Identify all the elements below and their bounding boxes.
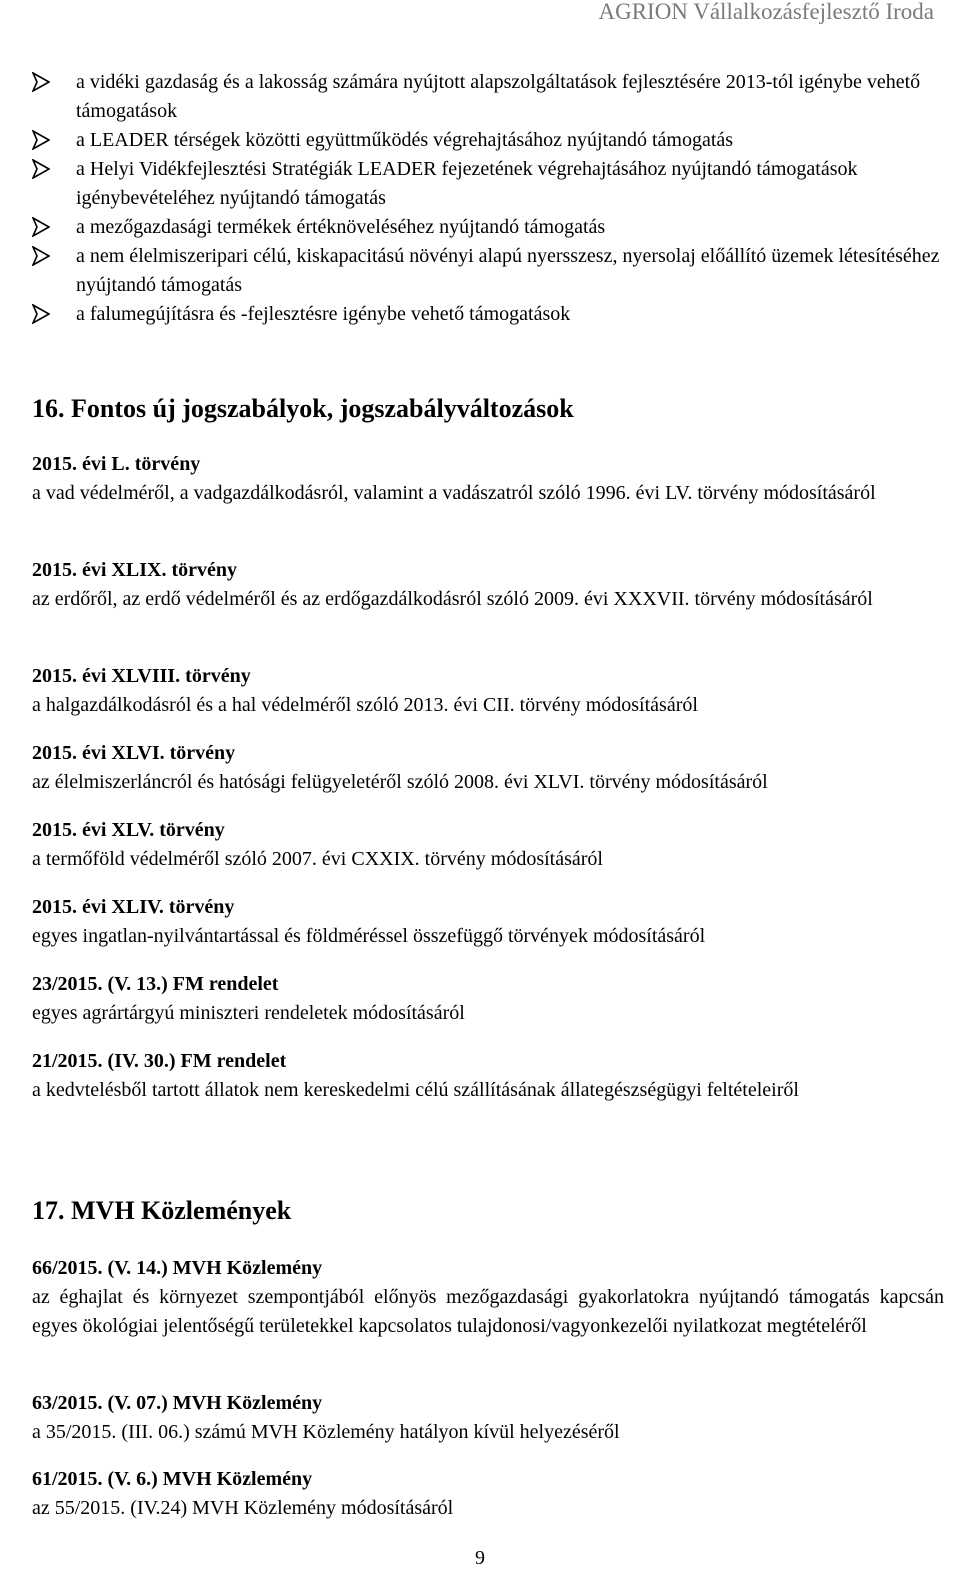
- law-entry-title: 21/2015. (IV. 30.) FM rendelet: [32, 1050, 287, 1072]
- announcement-entry-description: a 35/2015. (III. 06.) számú MVH Közlemény hatályon kívül helyezéséről: [32, 1421, 620, 1443]
- law-entry: [32, 1047, 944, 1105]
- announcement-entry-title: 63/2015. (V. 07.) MVH Közlemény: [32, 1392, 323, 1414]
- announcement-entry-description: az 55/2015. (IV.24) MVH Közlemény módosításáról: [32, 1497, 454, 1519]
- section-17-title: 17. MVH Közlemények: [32, 1196, 292, 1225]
- announcement-entry: [32, 1389, 944, 1447]
- list-item: [32, 126, 944, 155]
- law-entry-description: az élelmiszerláncról és hatósági felügyeletéről szóló 2008. évi XLVI. törvény módosításáról: [32, 771, 768, 793]
- law-entry-title: 2015. évi L. törvény: [32, 453, 201, 475]
- arrow-bullet-icon: [32, 246, 50, 266]
- page-number: 9: [475, 1547, 485, 1569]
- list-item-text: a falumegújításra és -fejlesztésre igénybe vehető támogatások: [76, 303, 571, 325]
- list-item: [32, 68, 944, 126]
- arrow-bullet-icon: [32, 72, 50, 92]
- law-entry: [32, 970, 944, 1028]
- announcement-entry-title: 66/2015. (V. 14.) MVH Közlemény: [32, 1257, 323, 1279]
- law-entry-description: a vad védelméről, a vadgazdálkodásról, valamint a vadászatról szóló 1996. évi LV. törvény módosításáról: [32, 482, 876, 504]
- list-item: [32, 213, 944, 242]
- announcement-entry-title: 61/2015. (V. 6.) MVH Közlemény: [32, 1468, 313, 1490]
- arrow-bullet-icon: [32, 159, 50, 179]
- section-16-title: 16. Fontos új jogszabályok, jogszabályváltozások: [32, 394, 574, 423]
- law-entry-description: a halgazdálkodásról és a hal védelméről szóló 2013. évi CII. törvény módosításáról: [32, 694, 698, 716]
- list-item: [32, 300, 944, 329]
- law-entry: [32, 739, 944, 797]
- list-item: [32, 155, 944, 213]
- law-entry-title: 23/2015. (V. 13.) FM rendelet: [32, 973, 279, 995]
- law-entry-description: egyes ingatlan-nyilvántartással és földméréssel összefüggő törvények módosításáról: [32, 925, 706, 947]
- list-item: [32, 242, 944, 300]
- law-entry-title: 2015. évi XLVIII. törvény: [32, 665, 251, 687]
- law-entry: [32, 662, 944, 720]
- list-item-text: a Helyi Vidékfejlesztési Stratégiák LEADER fejezetének végrehajtásához nyújtandó támogatások igénybevételéhez nyújtandó támogatás: [76, 158, 858, 209]
- list-item-text: a nem élelmiszeripari célú, kiskapacitású növényi alapú nyersszesz, nyersolaj előállító üzemek létesítéséhez nyújtandó támogatás: [76, 245, 940, 296]
- page-header: AGRION Vállalkozásfejlesztő Iroda: [598, 0, 934, 24]
- law-entry: [32, 816, 944, 874]
- law-entry: [32, 556, 944, 614]
- law-entry-description: a kedvtelésből tartott állatok nem kereskedelmi célú szállításának állategészségügyi feltételeiről: [32, 1079, 799, 1101]
- document-body: [32, 68, 944, 329]
- arrow-bullet-icon: [32, 304, 50, 324]
- law-entry-title: 2015. évi XLVI. törvény: [32, 742, 236, 764]
- law-entry-description: egyes agrártárgyú miniszteri rendeletek módosításáról: [32, 1002, 465, 1024]
- list-item-text: a LEADER térségek közötti együttműködés végrehajtásához nyújtandó támogatás: [76, 129, 734, 151]
- arrow-bullet-icon: [32, 130, 50, 150]
- arrow-bullet-icon: [32, 217, 50, 237]
- announcement-entry-description: az éghajlat és környezet szempontjából előnyös mezőgazdasági gyakorlatokra nyújtandó támogatás kapcsán egyes ökológiai jelentőségű területekkel kapcsolatos tulajdonosi/vagyonkezelői nyilatkozat megtételéről: [32, 1286, 944, 1337]
- law-entry-title: 2015. évi XLV. törvény: [32, 819, 225, 841]
- law-entry-description: a termőföld védelméről szóló 2007. évi CXXIX. törvény módosításáról: [32, 848, 603, 870]
- list-item-text: a vidéki gazdaság és a lakosság számára nyújtott alapszolgáltatások fejlesztésére 2013-tól igénybe vehető támogatások: [76, 71, 921, 122]
- list-item-text: a mezőgazdasági termékek értéknöveléséhez nyújtandó támogatás: [76, 216, 606, 238]
- law-entry: [32, 893, 944, 951]
- support-list: [32, 68, 944, 329]
- announcement-entry: [32, 1254, 944, 1341]
- law-entry: [32, 450, 944, 508]
- announcement-entry: [32, 1465, 944, 1523]
- law-entry-title: 2015. évi XLIX. törvény: [32, 559, 237, 581]
- law-entry-title: 2015. évi XLIV. törvény: [32, 896, 235, 918]
- law-entry-description: az erdőről, az erdő védelméről és az erdőgazdálkodásról szóló 2009. évi XXXVII. törvény módosításáról: [32, 588, 873, 610]
